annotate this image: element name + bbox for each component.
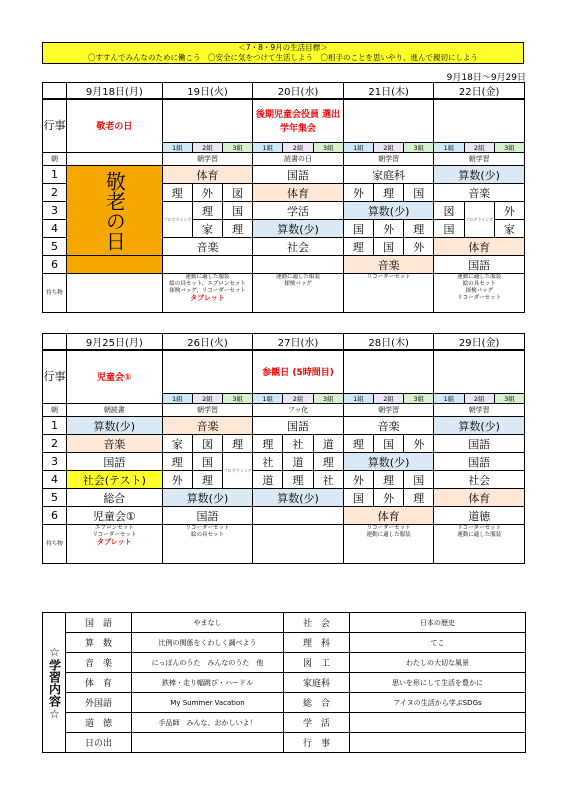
tablet-item: タブレット [190, 294, 225, 302]
mochimono-cell [162, 274, 253, 313]
day-header: 28日(木) [343, 334, 434, 351]
asa-cell: 朝学習 [162, 153, 253, 166]
study-content: わたしの大切な風景 [350, 653, 526, 673]
period-number: 3 [43, 453, 67, 471]
lesson-cell: 道 [283, 453, 313, 471]
study-content: アイヌの生活から学ぶSDGs [350, 693, 526, 713]
lesson-cell: 家 [162, 435, 192, 453]
events-label: 行事 [43, 99, 67, 153]
period-number: 3 [43, 202, 67, 220]
study-content: 鉄棒・走り幅跳び・ハードル [132, 673, 284, 693]
class-2-label: 2組 [283, 143, 313, 153]
lesson-cell: 外 [162, 471, 192, 489]
corner-cell [43, 334, 67, 351]
asa-label: 朝 [43, 153, 67, 166]
lesson-cell: 理 [223, 435, 253, 453]
period-number: 5 [43, 489, 67, 507]
lesson-cell [253, 256, 344, 274]
lesson-cell: 学活 [253, 202, 344, 220]
lesson-cell: 算数(少) [253, 220, 344, 238]
class-2-label: 2組 [464, 143, 494, 153]
lesson-cell: 国語 [66, 453, 162, 471]
lesson-cell: 外 [494, 202, 524, 220]
lesson-cell: 算数(少) [434, 166, 525, 184]
mochimono-item: 運動に適した服装 [366, 532, 411, 538]
study-content [132, 733, 284, 753]
mochimono-cell [343, 274, 434, 313]
lesson-cell: 音楽 [162, 238, 253, 256]
study-subject: 社 会 [284, 613, 350, 633]
monthly-goals-banner [42, 42, 524, 64]
class-2-label: 2組 [374, 394, 404, 404]
class-1-label: 1組 [253, 394, 283, 404]
lesson-cell: 体育 [253, 184, 344, 202]
study-subject: 道 徳 [66, 713, 132, 733]
day-header: 9月25日(月) [66, 334, 162, 351]
event-cell: 児童会① [66, 350, 162, 404]
class-3-label: 3組 [494, 143, 524, 153]
period-number: 1 [43, 417, 67, 435]
asa-cell: 読書の日 [253, 153, 344, 166]
lesson-cell: 国 [223, 202, 253, 220]
mochimono-item: 運動に適した服装 [185, 274, 230, 280]
day-header: 22日(金) [434, 83, 525, 100]
lesson-cell: 家庭科 [343, 166, 434, 184]
lesson-cell: 理 [283, 471, 313, 489]
class-3-label: 3組 [223, 394, 253, 404]
events-label: 行事 [43, 350, 67, 404]
asa-cell [66, 153, 162, 166]
class-2-label: 2組 [374, 143, 404, 153]
study-content: てこ [350, 633, 526, 653]
lesson-cell: 算数(少) [162, 489, 253, 507]
class-1-label: 1組 [434, 143, 464, 153]
lesson-cell: 理 [253, 435, 283, 453]
mochimono-cell [253, 274, 344, 313]
study-subject: 算 数 [66, 633, 132, 653]
mochimono-cell [162, 525, 253, 564]
lesson-cell: 道徳 [434, 507, 525, 525]
lesson-cell: 外 [343, 184, 373, 202]
lesson-cell: 理 [404, 489, 434, 507]
mochimono-item: リコーダーセット [366, 525, 411, 531]
lesson-cell: 体育 [343, 507, 434, 525]
tablet-item: タブレット [96, 538, 132, 546]
event-cell [162, 99, 253, 143]
study-content: 思いを形にして生活を豊かに [350, 673, 526, 693]
day-header: 26日(火) [162, 334, 253, 351]
mochimono-item: エプロンセット [95, 525, 134, 531]
class-1-label: 1組 [162, 394, 192, 404]
mochimono-item: リコーダーセット [366, 274, 411, 280]
lesson-cell: 算数(少) [343, 453, 434, 471]
mochimono-cell [343, 525, 434, 564]
class-1-label: 1組 [343, 143, 373, 153]
holiday-text: 敬老の日 [102, 170, 127, 251]
mochimono-item: 運動に適した服装 [457, 532, 502, 538]
study-subject: 家庭科 [284, 673, 350, 693]
period-number: 4 [43, 471, 67, 489]
study-subject: 国 語 [66, 613, 132, 633]
study-content: にっぽんのうた みんなのうた 他 [132, 653, 284, 673]
lesson-cell: 理 [223, 220, 253, 238]
class-3-label: 3組 [313, 394, 343, 404]
asa-cell: 朝学習 [434, 404, 525, 417]
lesson-cell: 社 [253, 453, 283, 471]
lesson-cell: 外 [374, 489, 404, 507]
lesson-cell: 社会(テスト) [66, 471, 162, 489]
programming-label: プログラミング [223, 453, 253, 489]
asa-cell: 朝学習 [343, 153, 434, 166]
asa-label: 朝 [43, 404, 67, 417]
mochimono-item: 探検バッグ [284, 281, 312, 287]
class-3-label: 3組 [313, 143, 343, 153]
mochimono-cell [434, 274, 525, 313]
study-content: やまなし [132, 613, 284, 633]
mochimono-item: 絵の具セット [190, 532, 224, 538]
banner-goals: 〇すすんでみんなのために働こう 〇安全に気をつけて生活しよう 〇相手のことを思いやり、進んで親切にしよう [87, 53, 479, 62]
lesson-cell [253, 507, 344, 525]
mochimono-item: リコーダーセット [92, 532, 137, 538]
event-cell: 後期児童会役員 選出学年集会 [253, 99, 344, 143]
lesson-cell: 体育 [434, 489, 525, 507]
lesson-cell: 総合 [66, 489, 162, 507]
period-number: 2 [43, 184, 67, 202]
lesson-cell: 国語 [434, 453, 525, 471]
class-3-label: 3組 [404, 143, 434, 153]
week1-schedule [42, 82, 525, 313]
mochimono-item: リコーダーセット [185, 525, 230, 531]
day-header: 27日(水) [253, 334, 344, 351]
class-2-label: 2組 [464, 394, 494, 404]
lesson-cell: 算数(少) [343, 202, 434, 220]
lesson-cell: 外 [343, 471, 373, 489]
class-2-label: 2組 [192, 143, 222, 153]
lesson-cell: 国 [404, 184, 434, 202]
lesson-cell: 家 [192, 220, 222, 238]
lesson-cell: 道 [253, 471, 283, 489]
mochimono-cell [66, 274, 162, 313]
lesson-cell: 国 [404, 471, 434, 489]
event-cell [343, 350, 434, 394]
event-cell: 敬老の日 [66, 99, 162, 153]
lesson-cell: 家 [494, 220, 524, 238]
day-header: 21日(木) [343, 83, 434, 100]
lesson-cell: 図 [434, 202, 464, 220]
study-content: 日本の歴史 [350, 613, 526, 633]
asa-cell: 朝学習 [343, 404, 434, 417]
study-content: 手品師 みんな、おかしいよ！ [132, 713, 284, 733]
study-subject: 音 楽 [66, 653, 132, 673]
lesson-cell: 社会 [253, 238, 344, 256]
lesson-cell: 算数(少) [253, 489, 344, 507]
class-2-label: 2組 [192, 394, 222, 404]
day-header: 29日(金) [434, 334, 525, 351]
study-subject: 理 科 [284, 633, 350, 653]
week2-schedule [42, 333, 525, 564]
lesson-cell: 音楽 [434, 184, 525, 202]
event-cell [343, 99, 434, 143]
lesson-cell: 国 [434, 220, 464, 238]
study-subject: 学 活 [284, 713, 350, 733]
class-3-label: 3組 [494, 394, 524, 404]
event-cell [434, 350, 525, 394]
lesson-cell: 社 [283, 435, 313, 453]
lesson-cell: 国語 [434, 435, 525, 453]
class-2-label: 2組 [283, 394, 313, 404]
lesson-cell: 外 [374, 220, 404, 238]
period-number: 6 [43, 507, 67, 525]
lesson-cell: 理 [162, 184, 192, 202]
period-number: 1 [43, 166, 67, 184]
class-1-label: 1組 [343, 394, 373, 404]
lesson-cell: 算数(少) [66, 417, 162, 435]
mochimono-label: 持ち物 [43, 525, 67, 564]
study-content: 比例の関係をくわしく調べよう [132, 633, 284, 653]
asa-cell: 朝読書 [66, 404, 162, 417]
period-number: 4 [43, 220, 67, 238]
lesson-cell: 国語 [253, 417, 344, 435]
lesson-cell: 国 [343, 489, 373, 507]
lesson-cell: 理 [162, 453, 192, 471]
lesson-cell: 理 [404, 220, 434, 238]
day-header: 19日(火) [162, 83, 253, 100]
asa-cell: フッ化 [253, 404, 344, 417]
study-subject: 図 工 [284, 653, 350, 673]
mochimono-label: 持ち物 [43, 274, 67, 313]
lesson-cell: 音楽 [66, 435, 162, 453]
mochimono-item: 絵の具セット [462, 281, 496, 287]
class-3-label: 3組 [404, 394, 434, 404]
study-content [350, 713, 526, 733]
lesson-cell: 社会 [434, 471, 525, 489]
lesson-cell: 社 [313, 471, 343, 489]
class-1-label: 1組 [434, 394, 464, 404]
holiday-cell [66, 256, 162, 274]
lesson-cell: 理 [343, 435, 373, 453]
event-cell [162, 350, 253, 394]
mochimono-item: 絵の具セット、エプロンセット [169, 281, 246, 287]
mochimono-item: 運動に適した服装 [276, 274, 321, 280]
lesson-cell: 図 [192, 435, 222, 453]
banner-title: ＜7・8・9月の生活目標＞ [238, 43, 328, 52]
programming-label: プログラミング [464, 202, 494, 238]
mochimono-item: 探検バッグ [465, 288, 493, 294]
mochimono-item: リコーダーセット [457, 295, 502, 301]
lesson-cell: 理 [313, 453, 343, 471]
programming-label: プログラミング [162, 202, 192, 238]
study-content [350, 733, 526, 753]
lesson-cell: 外 [192, 184, 222, 202]
study-subject: 外国語 [66, 693, 132, 713]
lesson-cell: 算数(少) [434, 417, 525, 435]
event-cell: 参観日 (5時間目) [253, 350, 344, 394]
event-cell [434, 99, 525, 143]
lesson-cell: 理 [192, 202, 222, 220]
day-header: 20日(水) [253, 83, 344, 100]
lesson-cell: 国語 [162, 507, 253, 525]
class-3-label: 3組 [223, 143, 253, 153]
lesson-cell: 外 [404, 238, 434, 256]
lesson-cell: 図 [223, 184, 253, 202]
study-subject: 日の出 [66, 733, 132, 753]
lesson-cell: 理 [343, 238, 373, 256]
date-range: 9月18日～9月29日 [446, 73, 526, 83]
period-number: 2 [43, 435, 67, 453]
mochimono-item: リコーダーセット [457, 525, 502, 531]
lesson-cell: 児童会① [66, 507, 162, 525]
study-content-table [42, 612, 526, 753]
holiday-cell [66, 166, 162, 256]
day-header: 9月18日(月) [66, 83, 162, 100]
study-title: ☆学習内容☆ [43, 613, 66, 753]
mochimono-cell [253, 525, 344, 564]
lesson-cell: 音楽 [343, 256, 434, 274]
lesson-cell: 体育 [162, 166, 253, 184]
corner-cell [43, 83, 67, 100]
asa-cell: 朝学習 [434, 153, 525, 166]
lesson-cell: 国語 [253, 166, 344, 184]
lesson-cell: 音楽 [162, 417, 253, 435]
study-subject: 総 合 [284, 693, 350, 713]
class-1-label: 1組 [253, 143, 283, 153]
mochimono-cell [434, 525, 525, 564]
lesson-cell: 国 [374, 238, 404, 256]
lesson-cell: 理 [374, 471, 404, 489]
lesson-cell: 国 [343, 220, 373, 238]
study-content: My Summer Vacation [132, 693, 284, 713]
lesson-cell: 体育 [434, 238, 525, 256]
mochimono-cell [66, 525, 162, 564]
period-number: 6 [43, 256, 67, 274]
lesson-cell: 国 [374, 435, 404, 453]
lesson-cell: 音楽 [343, 417, 434, 435]
lesson-cell [162, 256, 253, 274]
mochimono-item: 探検バッグ、リコーダーセット [169, 288, 246, 294]
class-1-label: 1組 [162, 143, 192, 153]
lesson-cell: 外 [404, 435, 434, 453]
period-number: 5 [43, 238, 67, 256]
lesson-cell: 国 [192, 453, 222, 471]
asa-cell: 朝学習 [162, 404, 253, 417]
lesson-cell: 理 [374, 184, 404, 202]
lesson-cell: 国語 [434, 256, 525, 274]
mochimono-item: 運動に適した服装 [457, 274, 502, 280]
lesson-cell: 理 [192, 471, 222, 489]
study-subject: 行 事 [284, 733, 350, 753]
lesson-cell: 道 [313, 435, 343, 453]
study-subject: 体 育 [66, 673, 132, 693]
